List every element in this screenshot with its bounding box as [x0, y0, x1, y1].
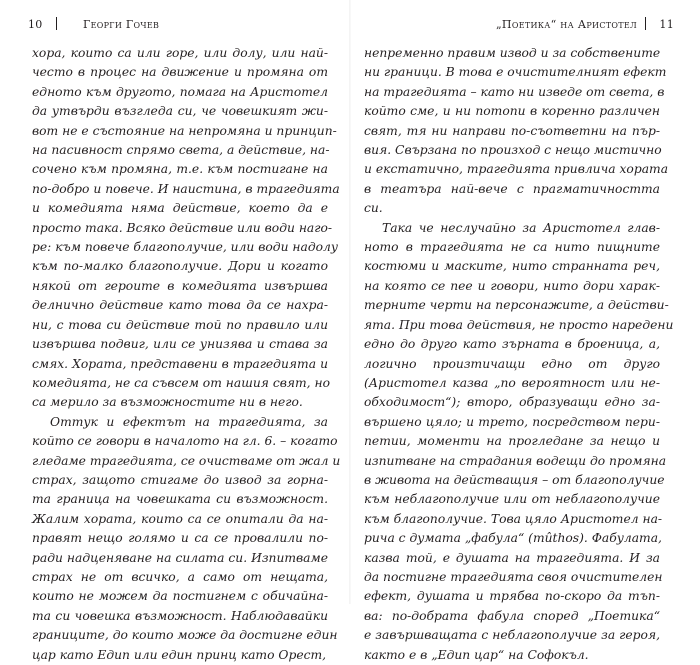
text-line: страх, защото стигаме до извод за горна-: [32, 472, 328, 487]
text-line: комедията, не са съвсем от нашия свят, но: [32, 375, 330, 390]
text-line: и комедията няма действие, което да е: [32, 201, 328, 216]
text-line: свят, тя ни направи по-съответни на пър-: [364, 123, 660, 138]
text-line: гледаме трагедията, се очистваме от жал и: [32, 453, 341, 468]
text-line: да утвърди възгледа си, че човешкият жи-: [32, 104, 328, 119]
text-line: към благополучие. Това цяло Аристотел на-: [364, 511, 663, 526]
text-line: ефект, душата и трябва по-скоро да тъп-: [364, 589, 660, 604]
text-line: страх не от всичко, а само от нещата,: [32, 569, 328, 584]
text-line: към неблагополучие или от неблагополучие: [364, 492, 660, 507]
right-running-head-title: „Поетика“ на Аристотел: [495, 18, 637, 31]
left-running-head-author: Георги Гочев: [83, 18, 160, 31]
text-line: в живота на действащия – от благополучие: [364, 472, 665, 487]
text-line: които не можем да постигнем с обичайна-: [32, 589, 328, 604]
text-line: правят нещо голямо и са се провалили по-: [32, 531, 328, 546]
text-line: ради надценяване на силата си. Изпитваме: [32, 550, 328, 565]
text-line: Жалим хората, които са се опитали да на-: [32, 511, 328, 526]
text-line: едното към другото, помага на Аристотел: [32, 84, 328, 99]
text-line: Оттук и ефектът на трагедията, за: [50, 414, 328, 429]
text-line: ре: към повече благополучие, или води надолу: [32, 240, 339, 255]
text-line: непременно правим извод и за собствените: [364, 46, 661, 60]
text-line: който се говори в началото на гл. 6. – когато: [32, 434, 338, 449]
text-line: на трагедията – като ни изведе от света, в: [364, 84, 665, 99]
text-line: обходимост“); второ, образуващи едно за-: [364, 395, 660, 410]
text-line: казва той, е душата на трагедията. И за: [364, 550, 660, 565]
text-line: границите, до които може да достигне един: [32, 628, 338, 643]
text-line: вършено цяло; и трето, посредством пери-: [364, 414, 660, 429]
text-line: делнично действие като това да се нахра-: [32, 298, 328, 313]
text-line: та граница на човешката си възможност.: [32, 492, 328, 507]
left-page-number: 10: [28, 18, 43, 31]
text-line: логично произтичащи едно от друго: [364, 356, 660, 371]
left-running-header: [28, 16, 338, 34]
text-line: ва: по-добрата фабула според „Поетика“: [364, 608, 660, 623]
text-line: Така че неслучайно за Аристотел глав-: [382, 220, 660, 235]
text-line: изпитване на страдания водещи до промяна: [364, 453, 667, 468]
text-line: на която се пее и говори, нито дори харак-: [364, 278, 660, 293]
text-line: цар като Едип или един принц като Орест,: [32, 647, 327, 662]
right-page-number: 11: [659, 18, 674, 31]
text-line: който сме, и ни потопи в коренно различен: [364, 104, 660, 119]
text-line: рича с думата „фабула“ (mûthos). Фабулата,: [364, 531, 662, 546]
text-line: е завършващата с неблагополучие за героя,: [364, 628, 660, 643]
text-line: на пасивност спрямо света, а действие, на-: [32, 143, 330, 158]
text-line: терните черти на персонажите, а действи-: [364, 298, 669, 313]
text-line: костюми и маските, нито странната реч,: [364, 259, 660, 274]
text-line: да постигне трагедията своя очистителен: [364, 569, 663, 584]
text-line: просто така. Всяко действие или води наго-: [32, 220, 333, 235]
text-line: някой от героите в комедията извършва: [32, 278, 328, 293]
text-line: хора, които са или горе, или долу, или най-: [32, 46, 328, 60]
header-divider: [645, 17, 646, 30]
text-line: както е в „Едип цар“ на Софокъл.: [364, 647, 589, 662]
left-page: [0, 0, 350, 662]
text-line: ни, с това си действие той по правило или: [32, 317, 328, 332]
text-line: по-добро и повече. И наистина, в трагедията: [32, 181, 340, 196]
text-line: си.: [364, 201, 383, 216]
text-line: вот не е състояние на непромяна и принцип-: [32, 123, 337, 138]
text-line: често в процес на движение и промяна от: [32, 65, 328, 80]
header-divider: [56, 17, 57, 30]
text-line: (Аристотел казва „по вероятност или не-: [364, 375, 660, 390]
text-line: едно до друго като зърната в броеница, а,: [364, 337, 660, 352]
text-line: са мерило за възможностите ни в него.: [32, 395, 303, 410]
text-line: та си човешка възможност. Наблюдавайки: [32, 608, 328, 623]
text-line: към по-малко благополучие. Дори и когато: [32, 259, 328, 274]
text-line: вия. Свързана по произход с нещо мистично: [364, 143, 662, 158]
right-running-header: [350, 16, 674, 34]
text-line: и екстатично, трагедията привлича хората: [364, 162, 669, 177]
text-line: петии, моменти на прогледане за нещо и: [364, 434, 660, 449]
text-line: смях. Хората, представени в трагедията и: [32, 356, 328, 371]
left-page-body: [32, 44, 341, 665]
text-line: ни граници. В това е очистителният ефект: [364, 65, 667, 80]
text-line: ното в трагедията не са нито пищните: [364, 240, 660, 255]
right-page: [350, 0, 700, 662]
text-line: в театъра най-вече с прагматичността: [364, 181, 660, 196]
text-line: ята. При това действия, не просто наредени: [364, 317, 674, 332]
text-line: сочено към промяна, т.е. към постигане на: [32, 162, 328, 177]
right-page-body: [364, 44, 674, 665]
text-line: извършва подвиг, или се унизява и става за: [32, 337, 328, 352]
